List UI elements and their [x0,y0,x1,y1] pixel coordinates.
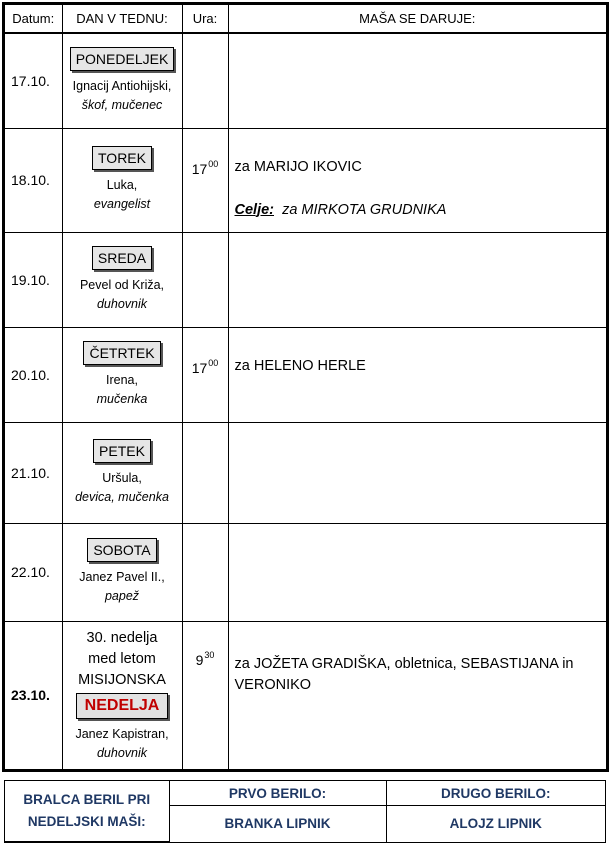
day-badge: PONEDELJEK [70,47,175,71]
celje-intent [235,200,599,221]
saint-role: mučenka [96,391,148,406]
row-date: 23.10. [5,621,62,769]
second-reading-label: DRUGO BERILO: [386,781,605,806]
row-intent [228,327,606,422]
row-date: 18.10. [5,128,62,232]
row-time [182,621,228,769]
table-row [5,523,606,621]
table-row [5,128,606,232]
row-time [182,232,228,327]
second-reader-name: ALOJZ LIPNIK [386,806,605,842]
day-badge: NEDELJA [76,693,169,719]
table-row [5,33,606,128]
row-day-cell [62,327,182,422]
row-intent [228,232,606,327]
celje-label: Celje: [234,201,274,218]
readers-label-line: BRALCA BERIL PRI [23,792,151,807]
time-minutes: 00 [208,158,219,169]
table-row [5,327,606,422]
sunday-title-line: 30. nedelja [86,629,158,646]
row-intent [228,621,606,769]
saint-name: Irena, [106,372,138,387]
sunday-title-line: MISIJONSKA [78,671,166,688]
table-row [5,232,606,327]
saint-name: Uršula, [102,470,142,485]
saint-role: škof, mučenec [81,97,163,112]
saint-name: Janez Kapistran, [75,726,169,741]
row-time [182,33,228,128]
time-minutes: 30 [204,649,215,660]
table-row [5,422,606,523]
row-date: 22.10. [5,523,62,621]
row-time [182,422,228,523]
intent-text: za MARIJO IKOVIC [234,158,362,175]
saint-name: Luka, [106,178,138,192]
saint-role: duhovnik [96,745,148,760]
time-hour: 17 [191,160,208,177]
row-day-cell [62,128,182,232]
saint-name: Janez Pavel II., [79,570,165,584]
row-day-cell [62,232,182,327]
row-time [182,128,228,232]
row-day-cell [62,621,182,769]
row-time [182,327,228,422]
header-time: Ura: [182,5,228,33]
saint-name: Ignacij Antiohijski, [72,78,172,93]
time-minutes: 00 [208,357,219,368]
row-intent [228,523,606,621]
saint-role: devica, mučenka [75,489,169,504]
row-intent [228,422,606,523]
row-date: 19.10. [5,232,62,327]
row-intent [228,33,606,128]
readers-label-line: NEDELJSKI MAŠI: [27,814,146,829]
time-hour: 17 [191,359,208,376]
row-date: 17.10. [5,33,62,128]
day-badge: SREDA [92,246,152,270]
row-day-cell [62,523,182,621]
table-row [5,621,606,769]
header-row [5,5,606,33]
saint-role: duhovnik [96,296,148,311]
day-badge: PETEK [93,439,151,463]
day-badge: TOREK [92,146,152,170]
header-intent: MAŠA SE DARUJE: [228,5,606,33]
saint-role: evangelist [93,197,151,211]
header-day: DAN V TEDNU: [62,5,182,33]
saint-role: papež [104,589,140,603]
sunday-title-line: med letom [88,650,156,667]
row-day-cell [62,422,182,523]
intent-text: za HELENO HERLE [234,357,366,374]
row-day-cell [62,33,182,128]
row-date: 20.10. [5,327,62,422]
readers-label [5,781,169,842]
readers-table [4,780,606,843]
intent-text: za JOŽETA GRADIŠKA, obletnica, SEBASTIJANA in VERONIKO [234,655,574,693]
time-hour: 9 [195,651,204,668]
first-reader-name: BRANKA LIPNIK [169,806,386,842]
first-reading-label: PRVO BERILO: [169,781,386,806]
day-badge: SOBOTA [87,538,156,562]
day-badge: ČETRTEK [83,341,160,365]
row-time [182,523,228,621]
header-date: Datum: [5,5,62,33]
celje-intent-text: za MIRKOTA GRUDNIKA [282,201,447,218]
row-date: 21.10. [5,422,62,523]
row-intent [228,128,606,232]
saint-name: Pevel od Križa, [79,277,165,292]
mass-schedule-table [2,2,609,772]
